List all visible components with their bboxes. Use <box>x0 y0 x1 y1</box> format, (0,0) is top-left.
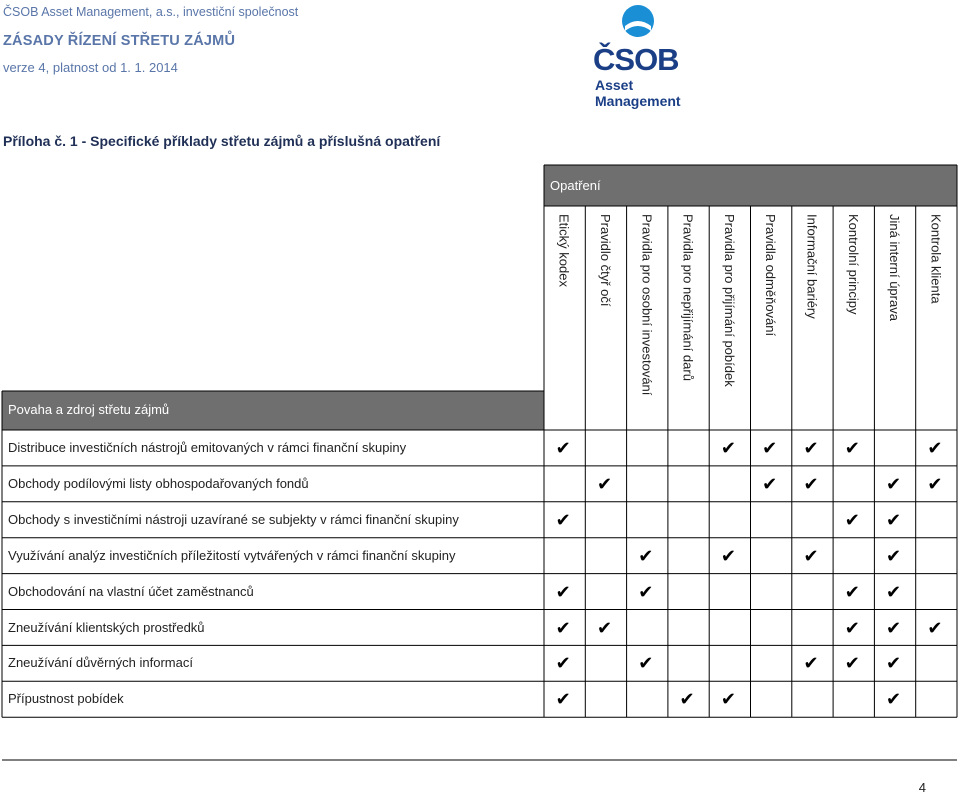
check-mark-icon: ✔ <box>555 581 571 602</box>
check-mark-icon: ✔ <box>762 438 778 458</box>
page-number: 4 <box>918 780 926 795</box>
check-mark-icon: ✔ <box>844 509 860 530</box>
check-mark-icon: ✔ <box>555 653 571 674</box>
column-header: Kontrolní principy <box>845 214 861 315</box>
check-mark-icon: ✔ <box>844 617 860 638</box>
check-mark-icon: ✔ <box>886 545 902 566</box>
logo-line-management: Management <box>595 93 681 109</box>
check-mark-icon: ✔ <box>844 581 860 602</box>
check-mark-icon: ✔ <box>720 438 736 458</box>
document-title: ZÁSADY ŘÍZENÍ STŘETU ZÁJMŮ <box>3 33 236 49</box>
check-mark-icon: ✔ <box>720 545 736 566</box>
check-mark-icon: ✔ <box>555 689 571 710</box>
company-name: ČSOB Asset Management, a.s., investiční společnost <box>3 5 299 19</box>
check-mark-icon: ✔ <box>844 438 860 458</box>
column-header: Etický kodex <box>556 214 572 287</box>
check-mark-icon: ✔ <box>638 545 654 566</box>
logo-brand: ČSOB <box>593 42 679 77</box>
column-header: Pravidla pro nepřijímání darů <box>680 214 696 381</box>
check-mark-icon: ✔ <box>886 617 902 638</box>
check-mark-icon: ✔ <box>803 438 819 458</box>
table-row-label: Přípustnost pobídek <box>8 691 124 707</box>
logo-line-asset: Asset <box>595 77 634 93</box>
table-row-label: Obchodování na vlastní účet zaměstnanců <box>8 583 254 599</box>
check-mark-icon: ✔ <box>803 545 819 566</box>
check-mark-icon: ✔ <box>927 438 943 458</box>
check-mark-icon: ✔ <box>927 617 943 638</box>
check-mark-icon: ✔ <box>886 473 902 494</box>
column-header: Pravidla pro přijímání pobídek <box>721 214 737 387</box>
check-mark-icon: ✔ <box>638 581 654 602</box>
check-mark-icon: ✔ <box>555 509 571 530</box>
check-mark-icon: ✔ <box>927 473 943 494</box>
check-mark-icon: ✔ <box>803 653 819 674</box>
table-row-label: Obchody s investičními nástroji uzavírané se subjekty v rámci finanční skupiny <box>8 511 459 527</box>
check-mark-icon: ✔ <box>596 473 613 494</box>
table-row-label: Zneužívání důvěrných informací <box>8 655 193 671</box>
check-mark-icon: ✔ <box>762 473 778 494</box>
column-header: Jiná interní úprava <box>887 214 903 321</box>
check-mark-icon: ✔ <box>886 653 902 674</box>
table-row-label: Využívání analýz investičních příležitostí vytvářených v rámci finanční skupiny <box>8 547 456 563</box>
column-header: Pravidlo čtyř očí <box>597 214 613 307</box>
check-mark-icon: ✔ <box>886 581 902 602</box>
column-header: Pravidla pro osobní investování <box>639 214 655 396</box>
check-mark-icon: ✔ <box>596 617 613 638</box>
check-mark-icon: ✔ <box>886 509 902 530</box>
row-header-label: Povaha a zdroj střetu zájmů <box>8 402 170 417</box>
check-mark-icon: ✔ <box>638 653 654 674</box>
check-mark-icon: ✔ <box>886 689 902 710</box>
check-mark-icon: ✔ <box>720 689 736 710</box>
column-header: Pravidla odměňování <box>763 214 779 337</box>
check-mark-icon: ✔ <box>679 689 695 710</box>
measures-label: Opatření <box>550 178 601 193</box>
table-row-label: Obchody podílovými listy obhospodařovaných fondů <box>8 475 309 491</box>
table-row-label: Distribuce investičních nástrojů emitovaných v rámci finanční skupiny <box>8 440 407 455</box>
check-mark-icon: ✔ <box>844 653 860 674</box>
column-header: Kontrola klienta <box>928 214 944 304</box>
check-mark-icon: ✔ <box>555 617 571 638</box>
column-header: Informační bariéry <box>804 214 820 319</box>
check-mark-icon: ✔ <box>803 473 819 494</box>
table-row-label: Zneužívání klientských prostředků <box>8 619 205 635</box>
document-version: verze 4, platnost od 1. 1. 2014 <box>3 60 178 75</box>
appendix-title: Příloha č. 1 - Specifické příklady střetu zájmů a příslušná opatření <box>3 133 441 149</box>
check-mark-icon: ✔ <box>555 438 571 458</box>
measures-header-bar <box>544 165 957 206</box>
